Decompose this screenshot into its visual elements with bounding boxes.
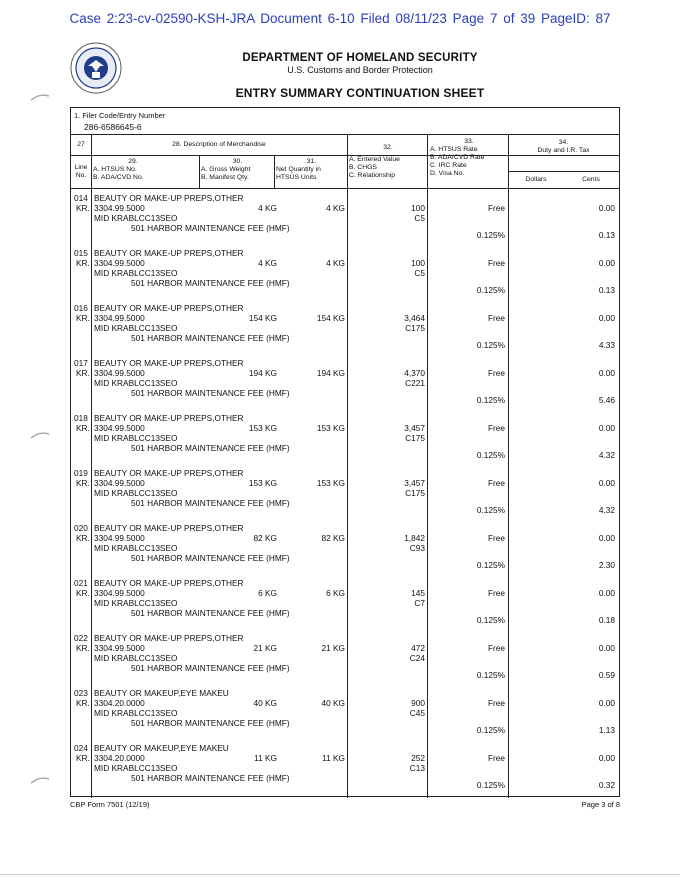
line-number: 015 — [74, 248, 88, 258]
country-code: KR. — [76, 698, 90, 708]
margin-mark — [30, 92, 50, 102]
net-quantity: 153 KG — [316, 478, 345, 488]
htsus-rate: Free — [487, 203, 505, 213]
htsus-number: 3304.99.5000 — [94, 533, 145, 543]
header-28: 28. Description of Merchandise — [172, 141, 266, 148]
fee-rate: 0.125% — [476, 780, 505, 790]
htsus-number: 3304.99.5000 — [94, 478, 145, 488]
fee-rate: 0.125% — [476, 505, 505, 515]
margin-mark — [30, 430, 50, 440]
fee-amount: 2.30 — [598, 560, 615, 570]
gross-weight: 40 KG — [253, 698, 277, 708]
duty-amount: 0.00 — [598, 258, 615, 268]
agency-block — [180, 52, 540, 75]
gross-weight: 6 KG — [258, 588, 277, 598]
fee-rate: 0.125% — [476, 395, 505, 405]
htsus-number: 3304.99.5000 — [94, 368, 145, 378]
line-number: 020 — [74, 523, 88, 533]
net-quantity: 82 KG — [321, 533, 345, 543]
description: BEAUTY OR MAKEUP,EYE MAKEU — [94, 743, 229, 753]
manufacturer-id: MID KRABLCC13SEO — [94, 213, 178, 223]
fee-amount: 5.46 — [598, 395, 615, 405]
entry-summary-form — [70, 107, 620, 797]
fee-description: 501 HARBOR MAINTENANCE FEE (HMF) — [131, 553, 290, 563]
charges: C175 — [405, 433, 425, 443]
header-32: 32. A. Entered Value B. CHGS C. Relationship — [349, 144, 400, 179]
fee-rate: 0.125% — [476, 285, 505, 295]
table-row — [71, 193, 619, 248]
manufacturer-id: MID KRABLCC13SEO — [94, 488, 178, 498]
fee-amount: 0.13 — [598, 230, 615, 240]
charges: C13 — [409, 763, 425, 773]
duty-amount: 0.00 — [598, 203, 615, 213]
htsus-number: 3304.99.5000 — [94, 313, 145, 323]
line-number: 018 — [74, 413, 88, 423]
manufacturer-id: MID KRABLCC13SEO — [94, 598, 178, 608]
charges: C7 — [414, 598, 425, 608]
line-number: 017 — [74, 358, 88, 368]
filer-label: 1. Filer Code/Entry Number — [74, 111, 166, 120]
country-code: KR. — [76, 478, 90, 488]
table-row — [71, 248, 619, 303]
fee-description: 501 HARBOR MAINTENANCE FEE (HMF) — [131, 608, 290, 618]
header-31: 31. Net Quantity in HTSUS Units — [276, 158, 321, 181]
line-number: 024 — [74, 743, 88, 753]
country-code: KR. — [76, 533, 90, 543]
country-code: KR. — [76, 753, 90, 763]
entered-value: 3,457 — [404, 478, 425, 488]
net-quantity: 153 KG — [316, 423, 345, 433]
manufacturer-id: MID KRABLCC13SEO — [94, 433, 178, 443]
charges: C93 — [409, 543, 425, 553]
line-number: 021 — [74, 578, 88, 588]
net-quantity: 40 KG — [321, 698, 345, 708]
filer-box — [71, 108, 619, 135]
fee-description: 501 HARBOR MAINTENANCE FEE (HMF) — [131, 388, 290, 398]
line-number: 016 — [74, 303, 88, 313]
table-row — [71, 303, 619, 358]
case-header: Case 2:23-cv-02590-KSH-JRA Document 6-10 Filed 08/11/23 Page 7 of 39 PageID: 87 — [69, 11, 611, 26]
description: BEAUTY OR MAKE-UP PREPS,OTHER — [94, 578, 244, 588]
entered-value: 145 — [411, 588, 425, 598]
line-number: 014 — [74, 193, 88, 203]
fee-description: 501 HARBOR MAINTENANCE FEE (HMF) — [131, 278, 290, 288]
fee-description: 501 HARBOR MAINTENANCE FEE (HMF) — [131, 498, 290, 508]
gross-weight: 82 KG — [253, 533, 277, 543]
table-row — [71, 523, 619, 578]
htsus-rate: Free — [487, 478, 505, 488]
subagency-name: U.S. Customs and Border Protection — [287, 65, 433, 75]
net-quantity: 194 KG — [316, 368, 345, 378]
htsus-number: 3304.99.5000 — [94, 588, 145, 598]
duty-amount: 0.00 — [598, 698, 615, 708]
fee-amount: 1.13 — [598, 725, 615, 735]
gross-weight: 4 KG — [258, 258, 277, 268]
htsus-number: 3304.99.5000 — [94, 423, 145, 433]
fee-description: 501 HARBOR MAINTENANCE FEE (HMF) — [131, 223, 290, 233]
fee-rate: 0.125% — [476, 560, 505, 570]
description: BEAUTY OR MAKE-UP PREPS,OTHER — [94, 248, 244, 258]
gross-weight: 153 KG — [248, 478, 277, 488]
description: BEAUTY OR MAKE-UP PREPS,OTHER — [94, 303, 244, 313]
country-code: KR. — [76, 258, 90, 268]
description: BEAUTY OR MAKE-UP PREPS,OTHER — [94, 523, 244, 533]
header-divider — [71, 155, 619, 156]
manufacturer-id: MID KRABLCC13SEO — [94, 378, 178, 388]
header-27: 27 — [77, 141, 85, 148]
fee-description: 501 HARBOR MAINTENANCE FEE (HMF) — [131, 663, 290, 673]
table-row — [71, 688, 619, 743]
htsus-number: 3304.99.5000 — [94, 203, 145, 213]
fee-amount: 0.18 — [598, 615, 615, 625]
gross-weight: 21 KG — [253, 643, 277, 653]
header-34: 34. Duty and I.R. Tax — [537, 139, 590, 154]
fee-description: 501 HARBOR MAINTENANCE FEE (HMF) — [131, 773, 290, 783]
table-row — [71, 743, 619, 798]
duty-amount: 0.00 — [598, 643, 615, 653]
htsus-rate: Free — [487, 588, 505, 598]
charges: C5 — [414, 213, 425, 223]
htsus-rate: Free — [487, 698, 505, 708]
header-cents: Cents — [582, 176, 600, 183]
country-code: KR. — [76, 588, 90, 598]
sheet-title: ENTRY SUMMARY CONTINUATION SHEET — [235, 86, 485, 100]
page-number: Page 3 of 8 — [581, 800, 620, 809]
gross-weight: 154 KG — [248, 313, 277, 323]
description: BEAUTY OR MAKE-UP PREPS,OTHER — [94, 633, 244, 643]
header-line: Line No. — [74, 164, 88, 179]
fee-rate: 0.125% — [476, 450, 505, 460]
fee-rate: 0.125% — [476, 615, 505, 625]
department-name: DEPARTMENT OF HOMELAND SECURITY — [242, 52, 478, 64]
entered-value: 3,464 — [404, 313, 425, 323]
column-divider — [199, 155, 200, 188]
charges: C5 — [414, 268, 425, 278]
country-code: KR. — [76, 423, 90, 433]
country-code: KR. — [76, 313, 90, 323]
duty-amount: 0.00 — [598, 588, 615, 598]
dhs-seal-icon — [70, 42, 122, 94]
entered-value: 100 — [411, 203, 425, 213]
duty-amount: 0.00 — [598, 368, 615, 378]
fee-rate: 0.125% — [476, 340, 505, 350]
gross-weight: 4 KG — [258, 203, 277, 213]
htsus-number: 3304.20.0000 — [94, 753, 145, 763]
net-quantity: 11 KG — [322, 753, 345, 763]
fee-amount: 0.32 — [598, 780, 615, 790]
net-quantity: 21 KG — [321, 643, 345, 653]
description: BEAUTY OR MAKE-UP PREPS,OTHER — [94, 358, 244, 368]
entered-value: 900 — [411, 698, 425, 708]
charges: C175 — [405, 323, 425, 333]
entered-value: 3,457 — [404, 423, 425, 433]
header-29: 29. A. HTSUS No. B. ADA/CVD No. — [93, 158, 144, 181]
entered-value: 4,370 — [404, 368, 425, 378]
fee-amount: 4.33 — [598, 340, 615, 350]
fee-amount: 4.32 — [598, 450, 615, 460]
margin-mark — [30, 775, 50, 785]
description: BEAUTY OR MAKEUP,EYE MAKEU — [94, 688, 229, 698]
entered-value: 1,842 — [404, 533, 425, 543]
net-quantity: 154 KG — [316, 313, 345, 323]
entered-value: 472 — [411, 643, 425, 653]
htsus-rate: Free — [487, 643, 505, 653]
htsus-rate: Free — [487, 258, 505, 268]
manufacturer-id: MID KRABLCC13SEO — [94, 763, 178, 773]
fee-description: 501 HARBOR MAINTENANCE FEE (HMF) — [131, 333, 290, 343]
htsus-number: 3304.99.5000 — [94, 258, 145, 268]
page-edge-rule — [0, 874, 680, 875]
gross-weight: 194 KG — [248, 368, 277, 378]
line-number: 023 — [74, 688, 88, 698]
htsus-number: 3304.20.0000 — [94, 698, 145, 708]
htsus-rate: Free — [487, 313, 505, 323]
duty-subheader-rule — [508, 171, 619, 172]
country-code: KR. — [76, 368, 90, 378]
column-divider — [274, 155, 275, 188]
charges: C221 — [405, 378, 425, 388]
charges: C24 — [409, 653, 425, 663]
gross-weight: 11 KG — [254, 753, 277, 763]
line-number: 022 — [74, 633, 88, 643]
fee-rate: 0.125% — [476, 230, 505, 240]
fee-rate: 0.125% — [476, 725, 505, 735]
fee-amount: 0.59 — [598, 670, 615, 680]
manufacturer-id: MID KRABLCC13SEO — [94, 708, 178, 718]
description: BEAUTY OR MAKE-UP PREPS,OTHER — [94, 193, 244, 203]
header-bottom-rule — [71, 188, 619, 189]
description: BEAUTY OR MAKE-UP PREPS,OTHER — [94, 468, 244, 478]
table-row — [71, 358, 619, 413]
charges: C175 — [405, 488, 425, 498]
htsus-number: 3304.99.5000 — [94, 643, 145, 653]
duty-amount: 0.00 — [598, 313, 615, 323]
net-quantity: 4 KG — [326, 258, 345, 268]
table-row — [71, 468, 619, 523]
description: BEAUTY OR MAKE-UP PREPS,OTHER — [94, 413, 244, 423]
country-code: KR. — [76, 203, 90, 213]
gross-weight: 153 KG — [248, 423, 277, 433]
htsus-rate: Free — [487, 423, 505, 433]
duty-amount: 0.00 — [598, 423, 615, 433]
table-row — [71, 633, 619, 688]
manufacturer-id: MID KRABLCC13SEO — [94, 543, 178, 553]
htsus-rate: Free — [487, 753, 505, 763]
fee-description: 501 HARBOR MAINTENANCE FEE (HMF) — [131, 718, 290, 728]
entered-value: 100 — [411, 258, 425, 268]
header-33: 33. A. HTSUS Rate B. ADA/CVD Rate C. IRC Rate D. Visa No. — [430, 138, 485, 177]
duty-amount: 0.00 — [598, 753, 615, 763]
table-row — [71, 578, 619, 633]
form-id: CBP Form 7501 (12/19) — [70, 800, 150, 809]
table-row — [71, 413, 619, 468]
fee-amount: 4.32 — [598, 505, 615, 515]
fee-amount: 0.13 — [598, 285, 615, 295]
net-quantity: 6 KG — [326, 588, 345, 598]
duty-amount: 0.00 — [598, 533, 615, 543]
htsus-rate: Free — [487, 533, 505, 543]
manufacturer-id: MID KRABLCC13SEO — [94, 323, 178, 333]
manufacturer-id: MID KRABLCC13SEO — [94, 268, 178, 278]
filer-value: 286-6586645-6 — [84, 122, 142, 132]
fee-description: 501 HARBOR MAINTENANCE FEE (HMF) — [131, 443, 290, 453]
country-code: KR. — [76, 643, 90, 653]
header-30: 30. A. Gross Weight B. Manifest Qty. — [201, 158, 251, 181]
line-number: 019 — [74, 468, 88, 478]
duty-amount: 0.00 — [598, 478, 615, 488]
entered-value: 252 — [411, 753, 425, 763]
manufacturer-id: MID KRABLCC13SEO — [94, 653, 178, 663]
htsus-rate: Free — [487, 368, 505, 378]
charges: C45 — [409, 708, 425, 718]
net-quantity: 4 KG — [326, 203, 345, 213]
header-dollars: Dollars — [525, 176, 547, 183]
fee-rate: 0.125% — [476, 670, 505, 680]
